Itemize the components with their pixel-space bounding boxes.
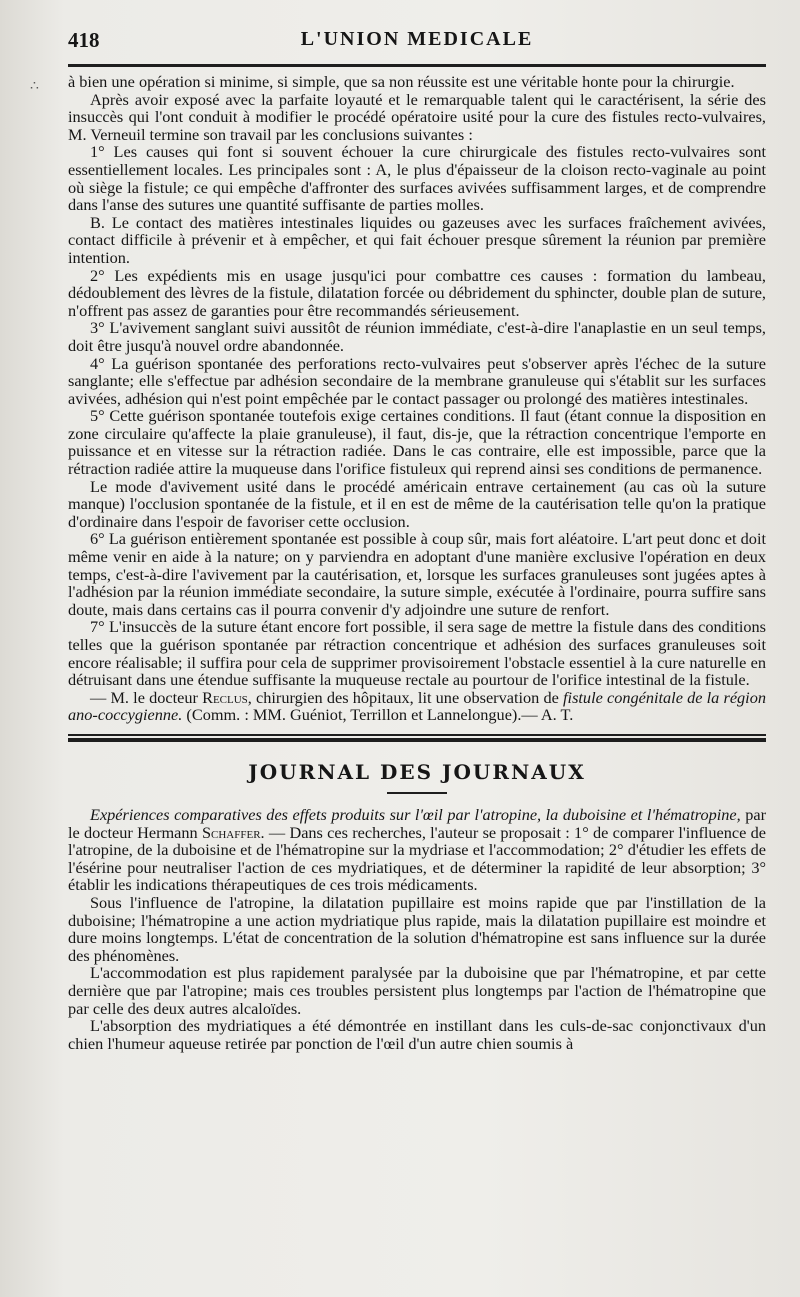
paragraph: à bien une opération si minime, si simple, que sa non réussite est une véritable honte pour la chirurgie. xyxy=(68,72,735,91)
paragraph: 3° L'avivement sanglant suivi aussitôt de réunion immédiate, c'est-à-dire l'anaplastie en un seul temps, doit être jusqu'à nouvel ordre abandonnée. xyxy=(68,318,766,355)
article-title: Expériences comparatives des effets produits sur l'œil par l'atropine, la duboisine et l'hématropine, xyxy=(90,804,741,824)
section-title-rule xyxy=(387,792,447,794)
paragraph: Après avoir exposé avec la parfaite loyauté et le remarquable talent qui le caractérisent, la série des insuccès qui l'ont conduit à modifier le procédé opératoire usité pour la cure des fistules recto-vulvaires, M. Verneuil termine son travail par les conclusions suivantes : xyxy=(68,89,766,144)
paragraph xyxy=(68,689,766,724)
journal-title: L'UNION MEDICALE xyxy=(300,28,534,50)
section-title: JOURNAL DES JOURNAUX xyxy=(248,759,586,784)
page-number: 418 xyxy=(68,28,100,52)
running-head xyxy=(68,26,766,60)
author-name: Reclus xyxy=(202,687,248,707)
paragraph: B. Le contact des matières intestinales liquides ou gazeuses avec les surfaces fraîchement avivées, contact difficile à prévenir et à empêcher, et qui fait échouer presque sûrement la réunion par première intention. xyxy=(68,212,766,267)
paragraph: 7° L'insuccès de la suture étant encore fort possible, il sera sage de mettre la fistule dans des conditions telles que la guérison spontanée par rétraction concentrique et adhésion des surfaces granuleuses soit encore réalisable; il suffira pour cela de supprimer provisoirement l'obstacle essentiel à la cure naturelle en détruisant dans une étendue suffisante la muqueuse rectale au pourtour de l'orifice intestinal de la fistule. xyxy=(68,617,766,690)
paragraph: L'absorption des mydriatiques a été démontrée en instillant dans les culs-de-sac conjonctivaux d'un chien l'humeur aqueuse retirée par ponction de l'œil d'un autre chien soumis à xyxy=(68,1016,766,1053)
header-rule xyxy=(68,64,766,67)
paragraph: 4° La guérison spontanée des perforations recto-vulvaires peut s'observer après l'échec de la suture sanglante; elle s'effectue par adhésion secondaire de la membrane granuleuse qui s'établit sur les surfaces avivées, adhésion qui n'est point empêchée par le contact passager ou prolongé des matières intestinales. xyxy=(68,353,766,408)
text: , chirurgien des hôpitaux, lit une observation de xyxy=(247,687,564,707)
paragraph: Sous l'influence de l'atropine, la dilatation pupillaire est moins rapide que par l'instillation de la duboisine; l'hématropine a une action mydriatique plus rapide, mais la dilatation pupillaire est moindre et dure moins longtemps. L'état de concentration de la solution d'hématropine est sans influence sur la durée des phénomènes. xyxy=(68,892,766,965)
paragraph: Le mode d'avivement usité dans le procédé américain entrave certainement (au cas où la suture manque) l'occlusion spontanée de la fistule, et il en est de même de la cautérisation telle qu'on la pratique d'ordinaire dans l'espoir de favoriser cette occlusion. xyxy=(68,476,766,531)
text: par le docteur Hermann xyxy=(68,804,766,842)
author-name: Schaffer xyxy=(201,822,261,842)
paragraph xyxy=(68,806,766,894)
section-rule xyxy=(68,738,766,742)
paragraph: 2° Les expédients mis en usage jusqu'ici pour combattre ces causes : formation du lambeau, dédoublement des lèvres de la fistule, dilatation forcée ou débridement du sphincter, double plan de suture, n'offrent pas assez de garanties pour être recommandés sérieusement. xyxy=(68,265,766,320)
paragraph: 1° Les causes qui font si souvent échouer la cure chirurgicale des fistules recto-vulvaires sont essentiellement locales. Les principales sont : A, le plus d'épaisseur de la cloison recto-vaginale au point où siège la fistule; ce qui empêche d'affronter des surfaces avivées suffisamment larges, et de comprendre dans l'anse des sutures une quantité suffisante de parties molles. xyxy=(68,142,766,215)
paragraph: 6° La guérison entièrement spontanée est possible à coup sûr, mais fort aléatoire. L'art peut donc et doit même venir en aide à la nature; on y parviendra en adoptant d'une manière exclusive l'opération en deux temps, c'est-à-dire l'avivement par la cautérisation, et, lorsque les surfaces granuleuses sont jugées aptes à l'adhésion par la réunion immédiate secondaire, la suture simple, exécutée à l'ordinaire, pourra suffire sans doute, mais dans certains cas il pourra convenir d'y adjoindre une suture de renfort. xyxy=(68,529,766,619)
text: (Comm. : MM. Guéniot, Terrillon et Lannelongue).— A. T. xyxy=(182,705,574,725)
margin-mark: ∴ xyxy=(30,79,39,94)
italic-text: fistule congénitale de la région ano-coccygienne. xyxy=(68,687,766,725)
section-rule xyxy=(68,734,766,736)
paragraph: L'accommodation est plus rapidement paralysée par la duboisine que par l'hématropine, et par cette dernière que par l'atropine; mais ces troubles persistent plus longtemps par l'action de l'hématropine que par celle des deux autres alcaloïdes. xyxy=(68,963,766,1018)
text: — M. le docteur xyxy=(90,687,203,707)
text: . — Dans ces recherches, l'auteur se proposait : 1° de comparer l'influence de l'atropine, de la duboisine et de l'hématropine sur la mydriase et l'accommodation; 2° d'étudier les effets de l'ésérine pour neutraliser l'action de ces mydriatiques, et de déterminer la rapidité de leur absorption; 3° établir les indications thérapeutiques de ces trois médicaments. xyxy=(68,822,767,895)
paragraph: 5° Cette guérison spontanée toutefois exige certaines conditions. Il faut (étant connue la disposition en zone circulaire qu'affecte la plaie granuleuse), il faut, dis-je, que la rétraction concentrique l'emporte en puissance et en vitesse sur la rétraction radiée. Dans le cas contraire, elle est impossible, parce que la rétraction radiée attire la muqueuse dans l'orifice fistuleux qui reprend ainsi ses conditions de permanence. xyxy=(68,406,766,479)
